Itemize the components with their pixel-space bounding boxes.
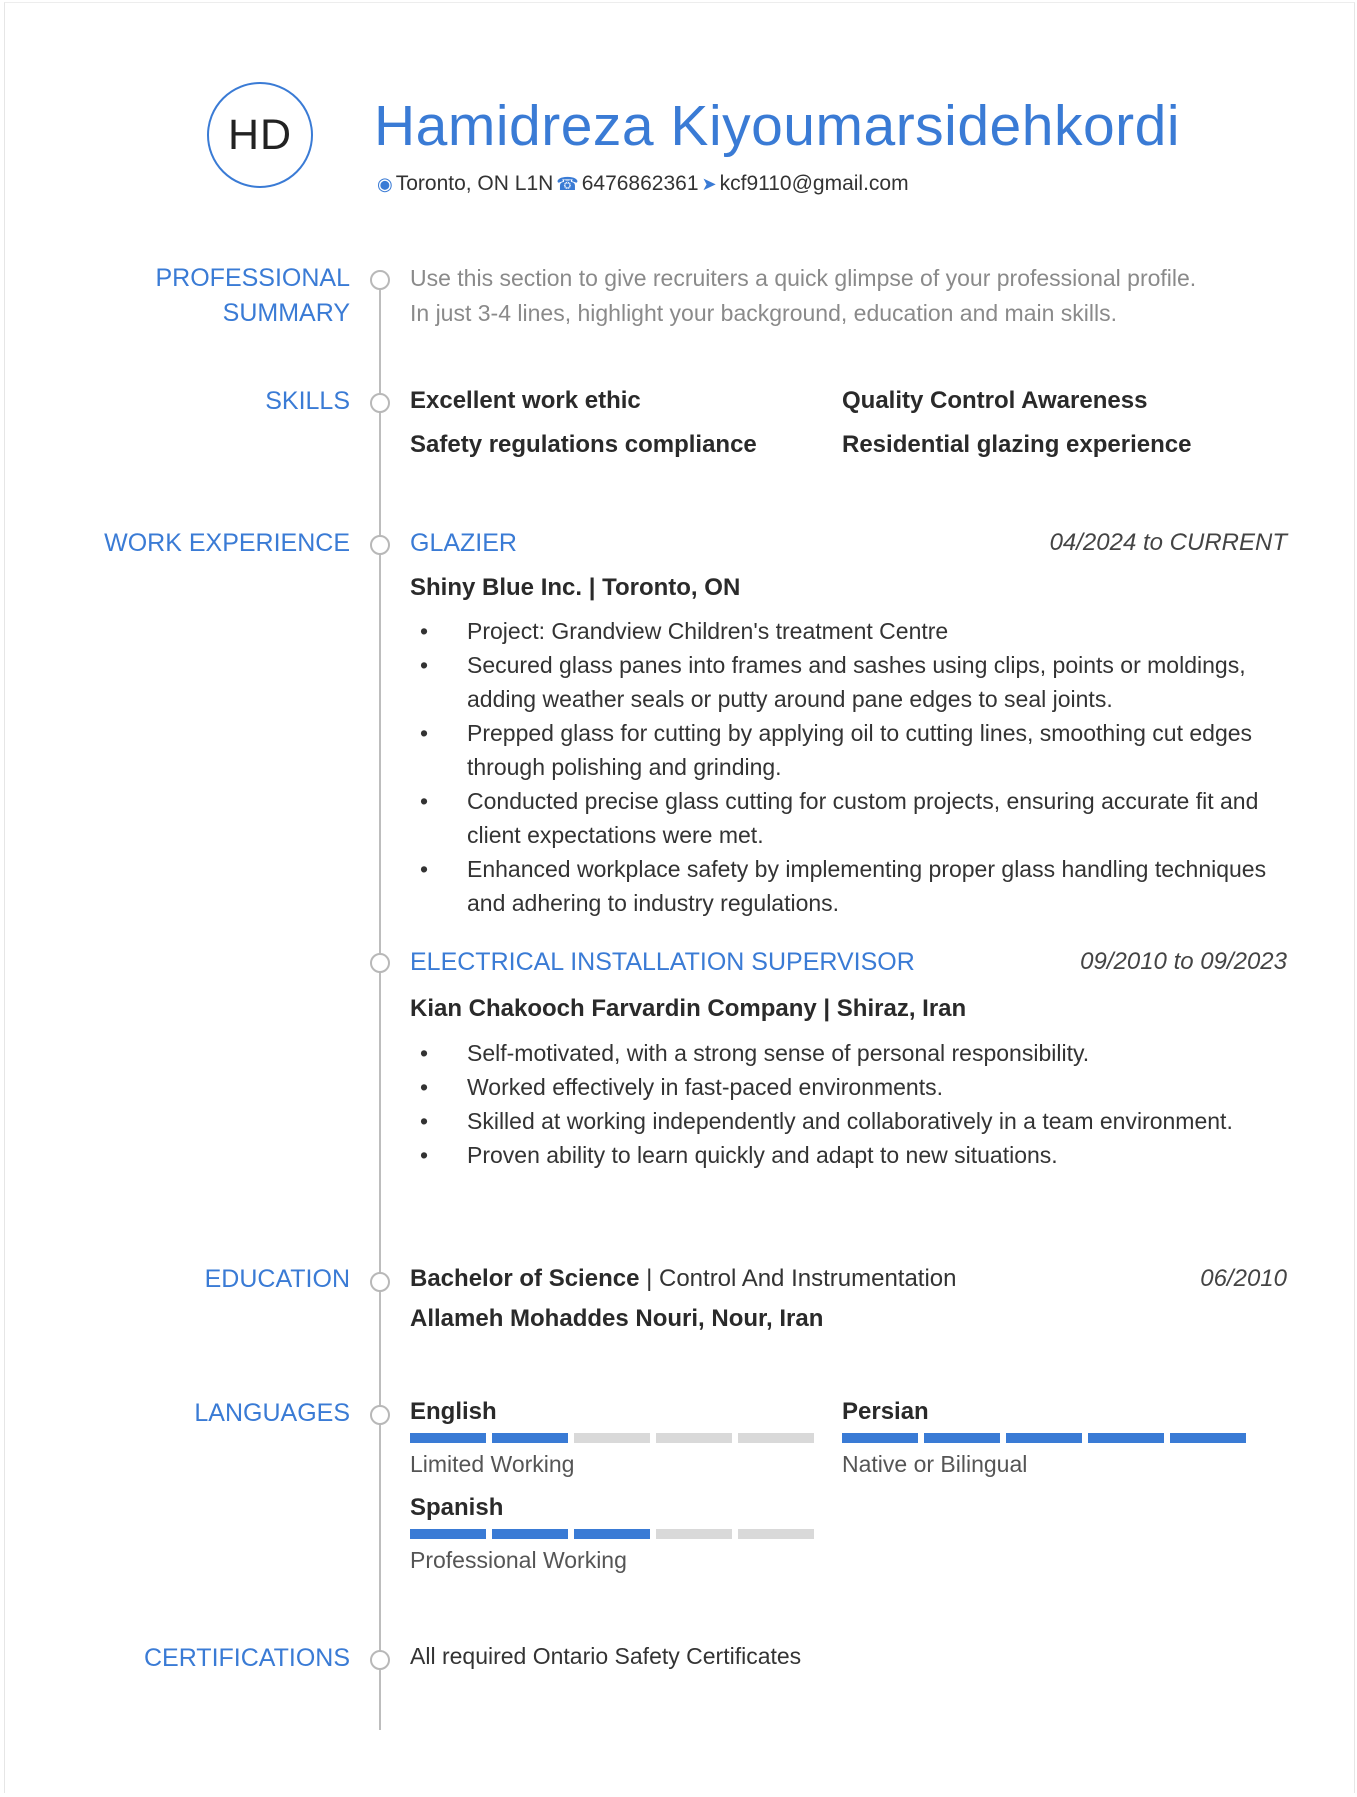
job-dates: 09/2010 to 09/2023	[1080, 948, 1287, 975]
job-bullet: • Project: Grandview Children's treatment Centre	[410, 614, 1290, 648]
summary-label-line2: SUMMARY	[222, 299, 350, 327]
timeline-node-experience	[370, 535, 390, 555]
summary-section-label	[156, 261, 351, 331]
proficiency-segment-filled	[924, 1433, 1000, 1443]
summary-line-2: In just 3-4 lines, highlight your background, education and main skills.	[410, 300, 1118, 326]
language-name: English	[410, 1398, 497, 1425]
languages-section-label: LANGUAGES	[194, 1399, 350, 1427]
job-title: ELECTRICAL INSTALLATION SUPERVISOR	[410, 948, 915, 976]
job-company: Shiny Blue Inc. | Toronto, ON	[410, 574, 741, 601]
language-name: Persian	[842, 1398, 929, 1425]
proficiency-segment-filled	[1088, 1433, 1164, 1443]
job-bullet: • Self-motivated, with a strong sense of personal responsibility.	[410, 1036, 1290, 1070]
initials-text: HD	[227, 110, 293, 159]
summary-label-line1: PROFESSIONAL	[155, 264, 350, 292]
proficiency-segment-filled	[492, 1433, 568, 1443]
skill-item: Excellent work ethic	[410, 387, 641, 414]
language-level: Professional Working	[410, 1547, 627, 1573]
contact-email[interactable]: kcf9110@gmail.com	[719, 172, 909, 195]
education-section-label: EDUCATION	[204, 1265, 350, 1293]
timeline-node-job-2	[370, 953, 390, 973]
job-bullets	[410, 1036, 1290, 1172]
job-bullet: • Skilled at working independently and collaboratively in a team environment.	[410, 1104, 1290, 1138]
candidate-name: Hamidreza Kiyoumarsidehkordi	[374, 94, 1180, 158]
proficiency-segment-empty	[738, 1433, 814, 1443]
degree-name: Bachelor of Science	[410, 1265, 640, 1292]
language-level: Native or Bilingual	[842, 1451, 1028, 1477]
job-bullets	[410, 614, 1290, 920]
job-bullet: • Conducted precise glass cutting for custom projects, ensuring accurate fit and client expectations were met.	[410, 784, 1290, 852]
education-degree	[410, 1265, 957, 1293]
contact-location: Toronto, ON L1N	[395, 172, 554, 195]
proficiency-segment-filled	[1170, 1433, 1246, 1443]
phone-icon: ☎	[556, 173, 579, 194]
proficiency-segment-filled	[410, 1529, 486, 1539]
proficiency-segment-filled	[1006, 1433, 1082, 1443]
skills-section-label: SKILLS	[265, 387, 350, 415]
job-bullet: • Prepped glass for cutting by applying oil to cutting lines, smoothing cut edges through polishing and grinding.	[410, 716, 1290, 784]
timeline-node-education	[370, 1272, 390, 1292]
proficiency-segment-empty	[738, 1529, 814, 1539]
certification-item: All required Ontario Safety Certificates	[410, 1643, 802, 1669]
initials-monogram	[207, 82, 313, 188]
proficiency-segment-empty	[656, 1529, 732, 1539]
location-pin-icon: ◉	[377, 173, 393, 194]
language-name: Spanish	[410, 1494, 504, 1521]
language-proficiency-bar	[410, 1529, 820, 1539]
send-icon: ➤	[701, 173, 717, 194]
job-bullet: • Secured glass panes into frames and sashes using clips, points or moldings, adding weather seals or putty around pane edges to seal joints.	[410, 648, 1290, 716]
experience-section-label: WORK EXPERIENCE	[104, 529, 350, 557]
language-item	[842, 1397, 1252, 1478]
timeline-node-summary	[370, 270, 390, 290]
education-date: 06/2010	[1200, 1265, 1287, 1292]
skill-item: Residential glazing experience	[842, 431, 1192, 458]
job-bullet: • Enhanced workplace safety by implementing proper glass handling techniques and adhering to industry regulations.	[410, 852, 1290, 920]
proficiency-segment-empty	[574, 1433, 650, 1443]
summary-text	[410, 261, 1290, 331]
contact-phone[interactable]: 6476862361	[581, 172, 699, 195]
proficiency-segment-empty	[656, 1433, 732, 1443]
job-company: Kian Chakooch Farvardin Company | Shiraz, Iran	[410, 995, 967, 1022]
job-bullet: • Proven ability to learn quickly and adapt to new situations.	[410, 1138, 1290, 1172]
section-timeline	[379, 278, 381, 1730]
proficiency-segment-filled	[842, 1433, 918, 1443]
proficiency-segment-filled	[492, 1529, 568, 1539]
language-item	[410, 1493, 820, 1574]
skill-item: Quality Control Awareness	[842, 387, 1148, 414]
proficiency-segment-filled	[410, 1433, 486, 1443]
language-level: Limited Working	[410, 1451, 575, 1477]
timeline-node-languages	[370, 1405, 390, 1425]
job-title: GLAZIER	[410, 529, 517, 557]
summary-line-1: Use this section to give recruiters a quick glimpse of your professional profile.	[410, 265, 1197, 291]
language-item	[410, 1397, 820, 1478]
timeline-node-skills	[370, 393, 390, 413]
job-bullet: • Worked effectively in fast-paced environments.	[410, 1070, 1290, 1104]
job-dates: 04/2024 to CURRENT	[1049, 529, 1287, 556]
timeline-node-certifications	[370, 1650, 390, 1670]
degree-field: | Control And Instrumentation	[639, 1265, 957, 1292]
certifications-section-label: CERTIFICATIONS	[143, 1644, 350, 1672]
language-proficiency-bar	[842, 1433, 1252, 1443]
skill-item: Safety regulations compliance	[410, 431, 757, 458]
proficiency-segment-filled	[574, 1529, 650, 1539]
language-proficiency-bar	[410, 1433, 820, 1443]
education-school: Allameh Mohaddes Nouri, Nour, Iran	[410, 1305, 824, 1332]
contact-line	[374, 172, 909, 196]
